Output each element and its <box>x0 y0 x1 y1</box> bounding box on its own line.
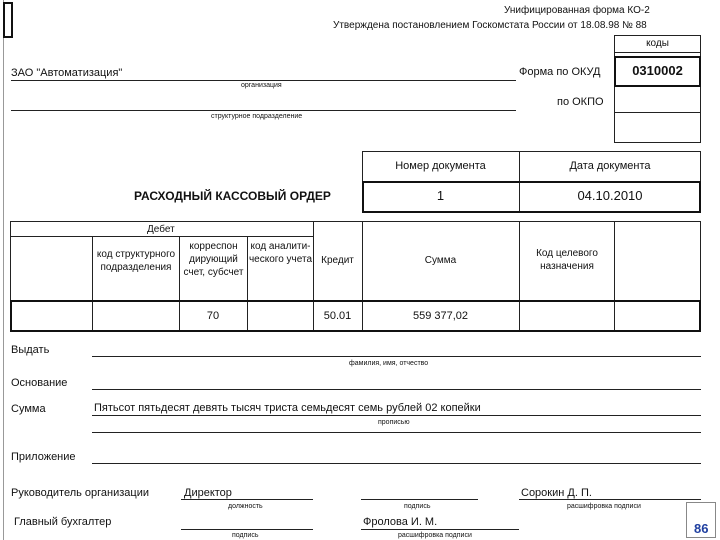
col-corr-header: корреспон дирующий счет, субсчет <box>183 241 244 278</box>
decode-caption-2: расшифровка подписи <box>398 532 472 539</box>
doc-number-label: Номер документа <box>395 160 486 172</box>
issue-label: Выдать <box>11 344 50 356</box>
col-purpose-header: Код целевого назначения <box>536 248 598 272</box>
head-label: Руководитель организации <box>11 487 150 499</box>
codes-label: коды <box>646 38 669 49</box>
form-title: Унифицированная форма КО-2 <box>504 5 650 16</box>
page-number: 86 <box>694 521 709 536</box>
sign-caption-2: подпись <box>232 532 259 539</box>
decode-caption: расшифровка подписи <box>567 503 641 510</box>
okpo-label: по ОКПО <box>557 96 604 108</box>
page-number-frame <box>686 502 716 538</box>
organization-caption: организация <box>241 82 282 89</box>
col-analytic-header: код аналити-ческого учета <box>248 241 313 265</box>
head-position: Директор <box>184 487 232 499</box>
corner-marker <box>3 2 13 38</box>
col-sum-header: Сумма <box>424 255 457 266</box>
accountant-name: Фролова И. М. <box>363 516 438 528</box>
position-caption: должность <box>228 503 263 510</box>
debit-header: Дебет <box>147 224 175 235</box>
col-credit-header: Кредит <box>321 255 354 266</box>
sum-in-words: Пятьсот пятьдесят девять тысяч триста семьдесят семь рублей 02 копейки <box>94 402 481 414</box>
sign-caption: подпись <box>404 503 431 510</box>
sum-caption: прописью <box>378 419 410 426</box>
row-credit: 50.01 <box>323 310 352 322</box>
attachment-label: Приложение <box>11 451 76 463</box>
doc-title: РАСХОДНЫЙ КАССОВЫЙ ОРДЕР <box>134 189 331 203</box>
head-name: Сорокин Д. П. <box>521 487 592 499</box>
approval-line: Утверждена постановлением Госкомстата России от 18.08.98 № 88 <box>333 20 647 31</box>
basis-label: Основание <box>11 377 68 389</box>
col-division-header: код структурного подразделения <box>96 249 176 273</box>
okud-code: 0310002 <box>632 63 683 78</box>
organization-name: ЗАО "Автоматизация" <box>11 67 123 79</box>
sum-label: Сумма <box>11 403 46 415</box>
doc-date-label: Дата документа <box>569 160 651 172</box>
division-caption: структурное подразделение <box>211 113 303 120</box>
row-sum: 559 377,02 <box>412 310 469 322</box>
doc-date: 04.10.2010 <box>577 188 643 203</box>
accountant-label: Главный бухгалтер <box>14 516 112 528</box>
issue-caption: фамилия, имя, отчество <box>349 360 429 367</box>
okud-label: Форма по ОКУД <box>519 66 601 78</box>
row-corr: 70 <box>206 310 220 322</box>
doc-number: 1 <box>436 188 445 203</box>
